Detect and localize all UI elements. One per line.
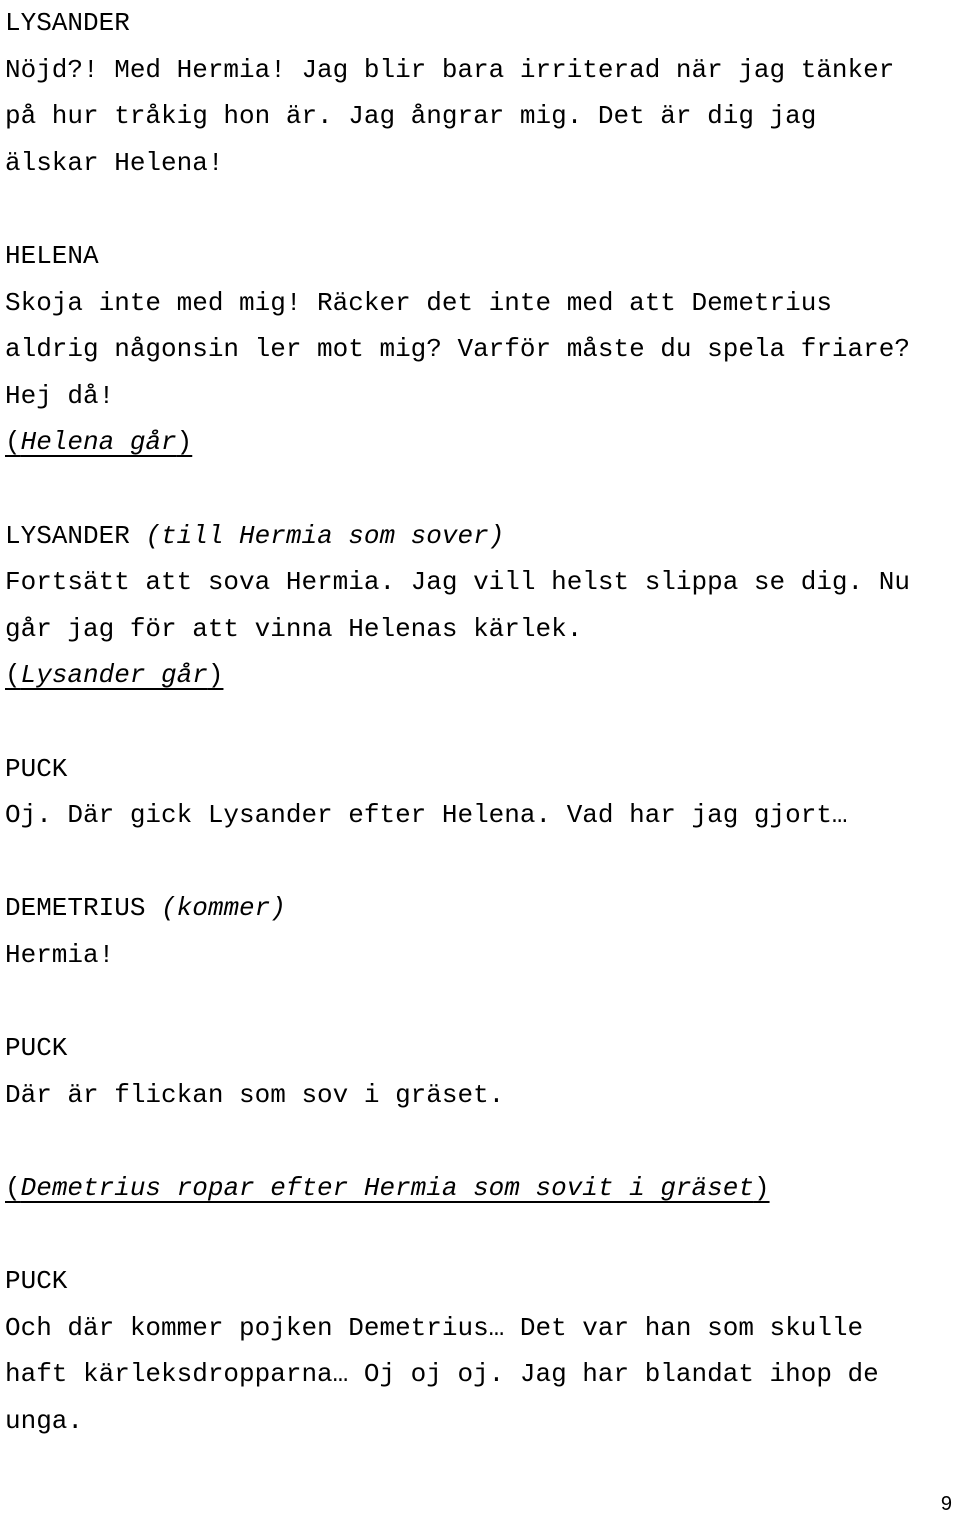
speaker-name: LYSANDER: [5, 8, 130, 38]
block-spacer: [5, 1211, 960, 1258]
stage-direction-close: ): [207, 660, 224, 691]
dialogue-line: går jag för att vinna Helenas kärlek.: [5, 613, 583, 644]
speaker-direction: (kommer): [161, 893, 286, 924]
block-spacer: [5, 186, 960, 233]
dialogue-line: Skoja inte med mig! Räcker det inte med att Demetrius: [5, 287, 832, 318]
dialogue-line: Fortsätt att sova Hermia. Jag vill helst slippa se dig. Nu: [5, 567, 910, 598]
script-page: [5, 0, 960, 1444]
stage-direction-text: Demetrius ropar efter Hermia som sovit i gräset: [20, 1172, 754, 1203]
stage-direction-text: Lysander går: [20, 660, 208, 691]
dialogue-line: aldrig någonsin ler mot mig? Varför måste du spela friare?: [5, 334, 910, 365]
stage-direction: [5, 419, 960, 466]
block-spacer: [5, 1118, 960, 1165]
block-spacer: [5, 839, 960, 886]
block-spacer: [5, 466, 960, 513]
speaker-name: PUCK: [5, 1033, 68, 1064]
dialogue-line: Hermia!: [5, 939, 115, 970]
dialogue-line: på hur tråkig hon är. Jag ångrar mig. Det är dig jag: [5, 101, 817, 132]
speaker-name: HELENA: [5, 240, 99, 271]
stage-direction-open: (: [5, 427, 21, 458]
block-spacer: [5, 978, 960, 1025]
stage-direction: [5, 652, 960, 699]
dialogue-line: älskar Helena!: [5, 147, 224, 178]
speaker-heading: [5, 513, 960, 560]
speaker-name: LYSANDER: [5, 520, 130, 551]
speaker-name: PUCK: [5, 1266, 68, 1297]
stage-direction-text: Helena går: [20, 427, 177, 458]
stage-direction-open: (: [5, 660, 21, 691]
stage-direction: [5, 1165, 960, 1212]
dialogue-line: haft kärleksdropparna… Oj oj oj. Jag har blandat ihop de: [5, 1359, 879, 1390]
dialogue-line: Där är flickan som sov i gräset.: [5, 1079, 505, 1110]
speaker-heading: [5, 885, 960, 932]
stage-direction-close: ): [176, 427, 193, 458]
dialogue-line: unga.: [5, 1405, 84, 1436]
dialogue-line: Oj. Där gick Lysander efter Helena. Vad har jag gjort…: [5, 800, 848, 831]
dialogue-line: Hej då!: [5, 380, 115, 411]
stage-direction-open: (: [5, 1172, 21, 1203]
dialogue-line: Och där kommer pojken Demetrius… Det var han som skulle: [5, 1312, 864, 1343]
dialogue-line: Nöjd?! Med Hermia! Jag blir bara irriterad när jag tänker: [5, 54, 895, 85]
speaker-name: PUCK: [5, 753, 68, 784]
stage-direction-close: ): [753, 1172, 770, 1203]
speaker-name: DEMETRIUS: [5, 893, 146, 924]
page-number: 9: [940, 1493, 952, 1515]
block-spacer: [5, 699, 960, 746]
speaker-direction: (till Hermia som sover): [145, 520, 505, 551]
